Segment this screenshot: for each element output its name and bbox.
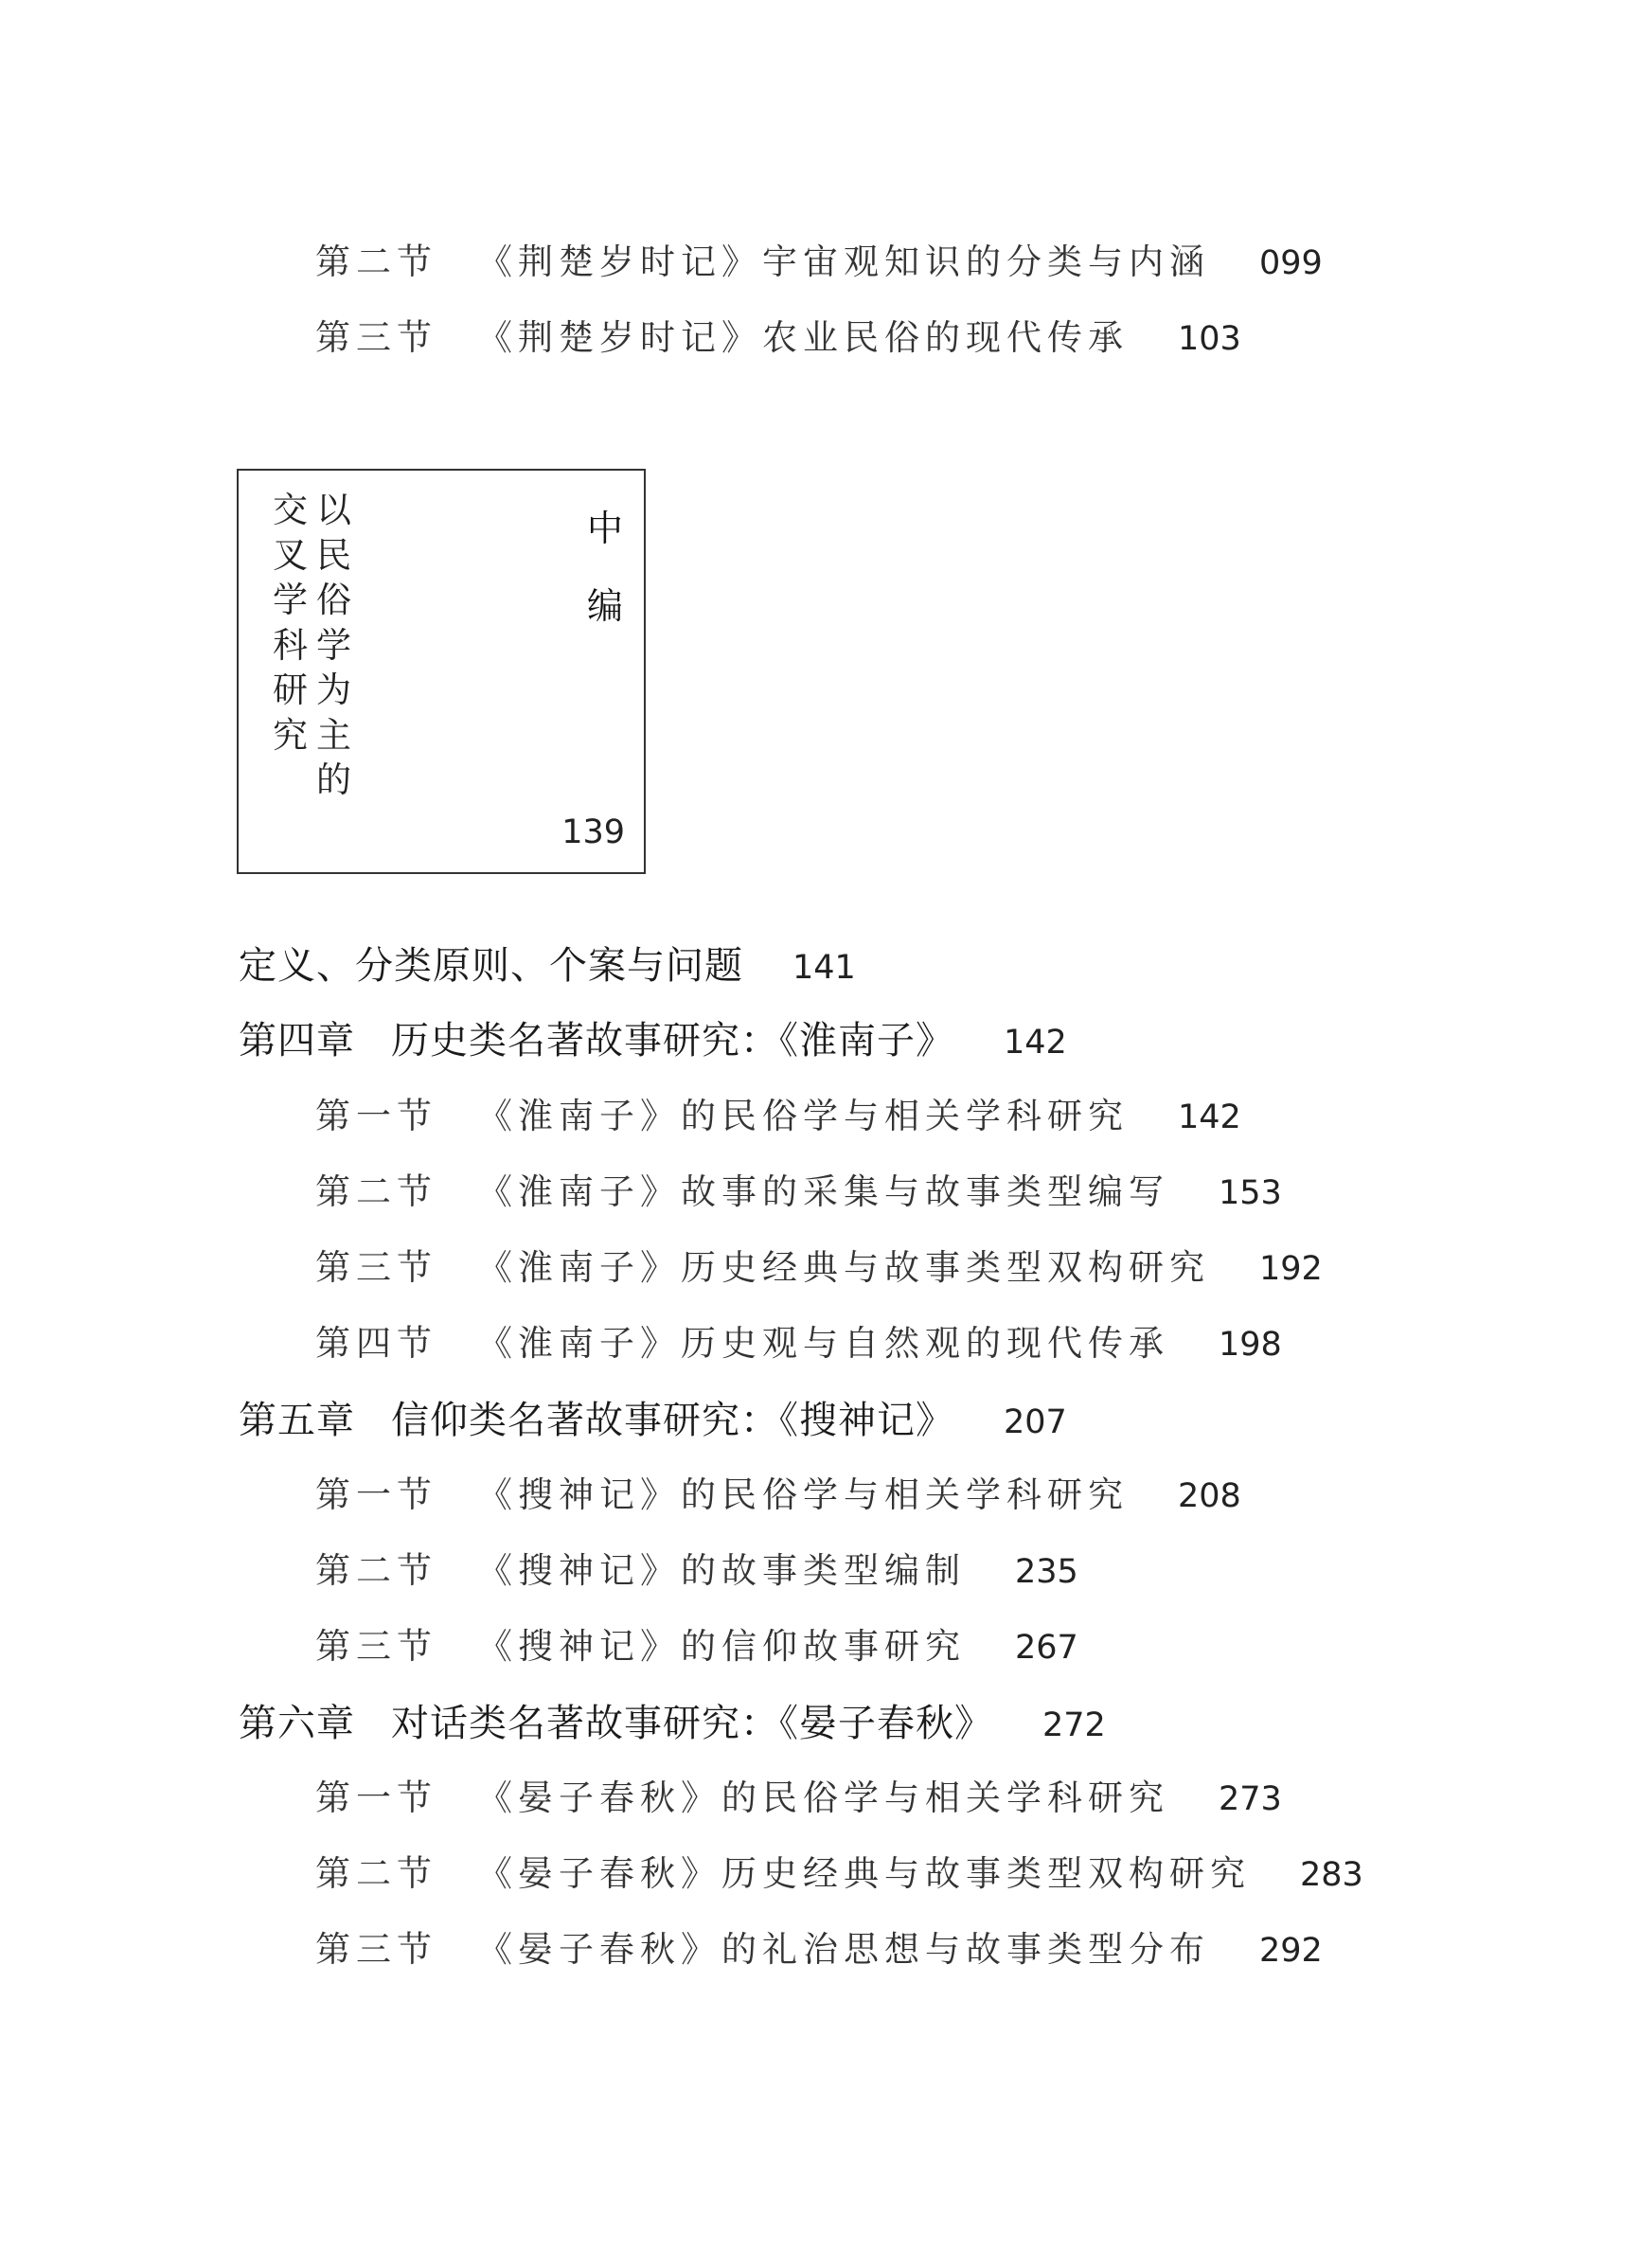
section-title: 《淮南子》的民俗学与相关学科研究: [477, 1096, 1129, 1136]
section-label: 第一节: [315, 1777, 437, 1818]
section-title: 《荆楚岁时记》宇宙观知识的分类与内涵: [477, 241, 1210, 282]
page-number: 273: [1219, 1780, 1282, 1818]
section-label: 第三节: [315, 1247, 437, 1288]
page-number: 208: [1178, 1477, 1241, 1515]
section-title: 《搜神记》的信仰故事研究: [477, 1626, 966, 1667]
section-title: 《淮南子》历史经典与故事类型双构研究: [477, 1247, 1210, 1288]
page-number: 207: [1004, 1403, 1067, 1441]
subtitle-char: 以: [316, 490, 351, 530]
toc-section-entry[interactable]: [315, 1920, 1323, 1972]
subtitle-char: 俗: [316, 580, 351, 620]
section-title: 《晏子春秋》历史经典与故事类型双构研究: [477, 1853, 1251, 1894]
section-label: 第二节: [315, 1853, 437, 1894]
page-number: 153: [1219, 1174, 1282, 1212]
part-subtitle-column-1: [316, 488, 351, 803]
toc-section-entry[interactable]: [315, 1087, 1241, 1138]
section-label: 第三节: [315, 317, 437, 358]
toc-section-entry[interactable]: [315, 1542, 1078, 1593]
section-label: 第三节: [315, 1626, 437, 1667]
section-label: 第二节: [315, 1171, 437, 1212]
subtitle-char: 叉: [273, 534, 308, 576]
toc-section-entry[interactable]: [315, 1466, 1241, 1517]
section-title: 《晏子春秋》的礼治思想与故事类型分布: [477, 1929, 1210, 1970]
section-title: 《淮南子》历史观与自然观的现代传承: [477, 1323, 1169, 1364]
section-title: 《荆楚岁时记》农业民俗的现代传承: [477, 317, 1129, 358]
toc-section-entry[interactable]: [315, 1239, 1323, 1290]
chapter-label: 第五章: [239, 1399, 355, 1442]
part-title-char: 中: [587, 508, 624, 549]
subtitle-char: 的: [316, 759, 351, 800]
page-number: 283: [1300, 1856, 1363, 1894]
chapter-label: 第四章: [239, 1019, 355, 1063]
section-label: 第二节: [315, 1550, 437, 1591]
toc-section-entry[interactable]: [315, 1163, 1282, 1214]
page-number: 139: [561, 813, 625, 851]
chapter-title: 历史类名著故事研究：《淮南子》: [391, 1019, 954, 1063]
subtitle-char: 究: [273, 714, 308, 756]
subtitle-char: 学: [316, 624, 351, 666]
toc-section-entry[interactable]: [315, 1617, 1078, 1669]
intro-title: 定义、分类原则、个案与问题: [239, 944, 743, 988]
toc-chapter-entry[interactable]: [239, 1693, 1106, 1747]
subtitle-char: 科: [273, 624, 308, 666]
page-number: 235: [1015, 1553, 1078, 1591]
section-title: 《搜神记》的民俗学与相关学科研究: [477, 1474, 1129, 1515]
toc-section-entry[interactable]: [315, 309, 1241, 360]
section-label: 第二节: [315, 241, 437, 282]
subtitle-char: 主: [316, 714, 351, 756]
chapter-label: 第六章: [239, 1702, 355, 1745]
subtitle-char: 为: [316, 670, 351, 710]
toc-section-entry[interactable]: [315, 1314, 1282, 1366]
page-number: 141: [792, 949, 856, 987]
toc-section-entry[interactable]: [315, 1845, 1363, 1896]
subtitle-char: 学: [273, 580, 308, 620]
page-number: 142: [1178, 1098, 1241, 1136]
section-label: 第一节: [315, 1096, 437, 1136]
section-label: 第三节: [315, 1929, 437, 1970]
page-number: 267: [1015, 1629, 1078, 1667]
section-label: 第一节: [315, 1474, 437, 1515]
subtitle-char: 交: [273, 490, 308, 530]
page-number: 272: [1042, 1706, 1106, 1744]
part-subtitle-column-2: [273, 488, 308, 758]
toc-chapter-entry[interactable]: [239, 1390, 1067, 1444]
section-title: 《晏子春秋》的民俗学与相关学科研究: [477, 1777, 1169, 1818]
chapter-title: 对话类名著故事研究：《晏子春秋》: [391, 1702, 993, 1745]
page-number: 099: [1259, 244, 1323, 282]
chapter-title: 信仰类名著故事研究：《搜神记》: [391, 1399, 954, 1442]
subtitle-char: 民: [316, 534, 351, 576]
toc-intro-entry[interactable]: [239, 936, 856, 990]
page-number: 142: [1004, 1024, 1067, 1062]
section-title: 《淮南子》故事的采集与故事类型编写: [477, 1171, 1169, 1212]
page-number: 192: [1259, 1250, 1323, 1288]
part-heading-box[interactable]: [237, 469, 646, 874]
part-title: [587, 490, 623, 645]
toc-section-entry[interactable]: [315, 1769, 1282, 1820]
toc-chapter-entry[interactable]: [239, 1010, 1067, 1064]
section-label: 第四节: [315, 1323, 437, 1364]
page-number: 198: [1219, 1326, 1282, 1364]
page-number: 292: [1259, 1932, 1323, 1970]
toc-section-entry[interactable]: [315, 233, 1323, 284]
section-title: 《搜神记》的故事类型编制: [477, 1550, 966, 1591]
subtitle-char: 研: [273, 670, 308, 710]
part-title-char: 编: [587, 585, 624, 627]
page-number: 103: [1178, 320, 1241, 358]
